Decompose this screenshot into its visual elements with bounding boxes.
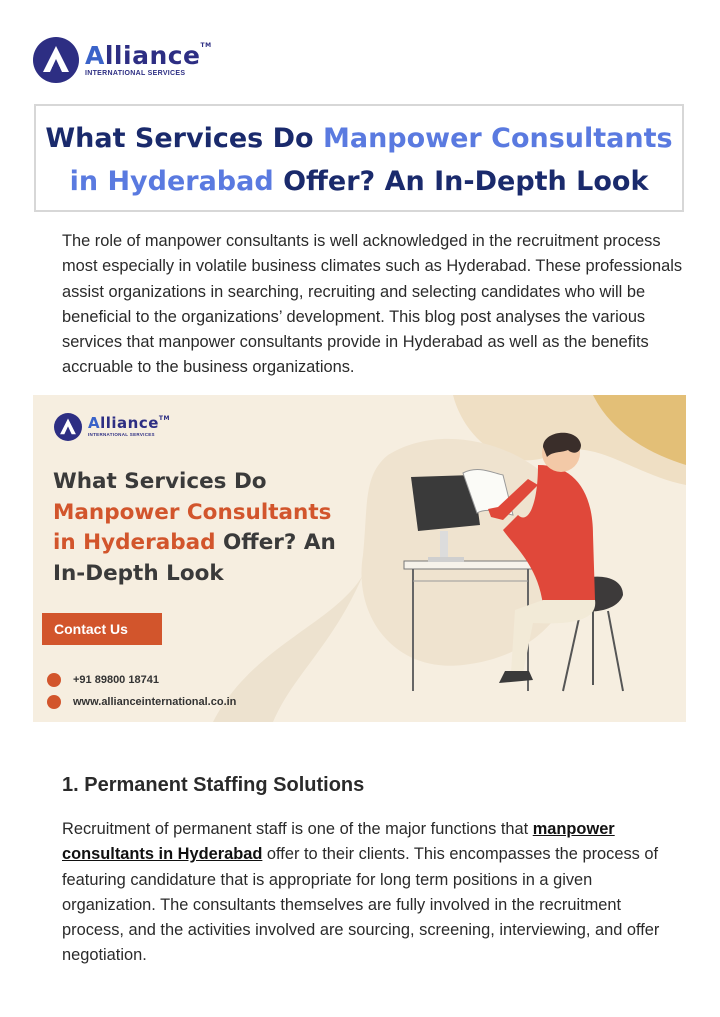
manpower-consultants-link[interactable]: manpower consultants in Hyderabad: [62, 820, 615, 864]
intro-paragraph: The role of manpower consultants is well acknowledged in the recruitment process most especially in volatile business climates such as Hyderabad. These professionals assist organizations in searching, recruiting and selecting candidates who will be beneficial to the organizations’ development. This blog post analyses the various services that manpower consultants provide in Hyderabad as well as the benefits accruable to the business organizations.: [62, 232, 683, 377]
banner-logo: [54, 413, 170, 441]
section-heading: 1. Permanent Staffing Solutions: [62, 774, 365, 796]
banner-website: www.allianceinternational.co.in: [47, 695, 236, 709]
banner-logo-wordmark: Alliance™: [88, 414, 170, 433]
phone-icon: [47, 673, 61, 687]
banner-logo-mark-icon: [54, 413, 82, 441]
contact-us-button[interactable]: Contact Us: [42, 613, 162, 645]
logo-mark-icon: [33, 37, 79, 83]
brand-logo: [33, 37, 212, 83]
logo-wordmark: Alliance™: [85, 41, 212, 70]
hero-banner: [33, 395, 686, 722]
banner-title: What Services Do Manpower Consultants in Hyderabad Offer? An In-Depth Look: [53, 469, 336, 586]
page-title: What Services Do Manpower Consultants in Hyderabad Offer? An In-Depth Look: [45, 123, 673, 197]
title-box: [34, 104, 684, 212]
banner-phone: +91 89800 18741: [47, 673, 159, 687]
banner-logo-subtitle: INTERNATIONAL SERVICES: [88, 432, 155, 438]
logo-subtitle: INTERNATIONAL SERVICES: [85, 70, 186, 77]
globe-icon: [47, 695, 61, 709]
section-paragraph: Recruitment of permanent staff is one of the major functions that manpower consultants in Hyderabad offer to their clients. This encompasses the process of featuring candidature that is appropriate for long term positions in a given organization. The consultants themselves are fully involved in the recruitment process, and the activities involved are sourcing, screening, interviewing, and offer negotiation.: [62, 820, 660, 965]
